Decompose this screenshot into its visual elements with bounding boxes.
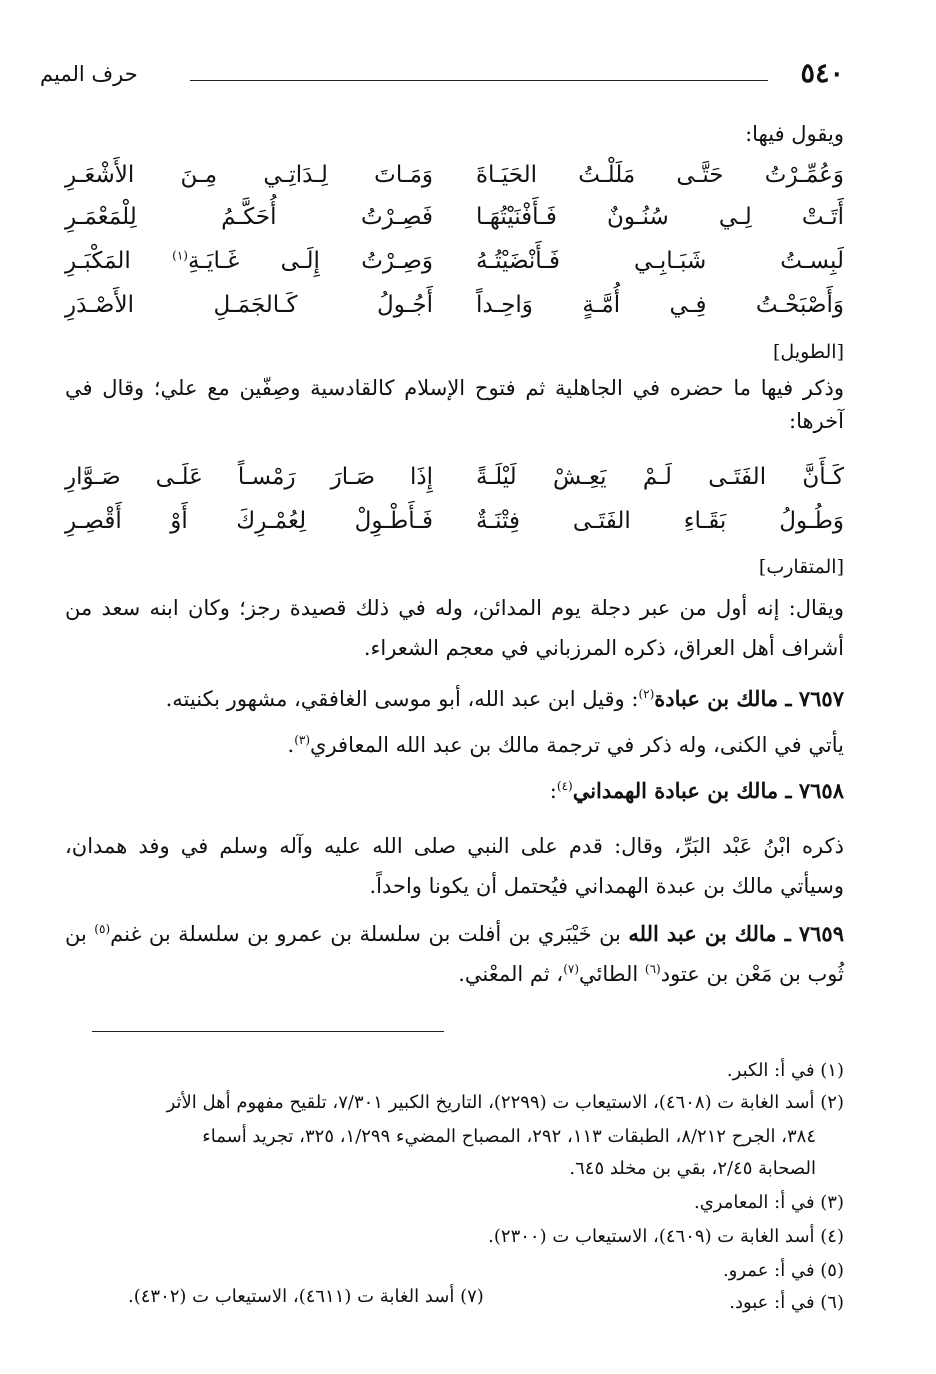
entry-heading: ٧٦٥٨ ـ مالك بن عبادة الهمداني [572,778,844,803]
footnote-marker: (٤) [556,779,573,793]
footnote-1: (١) في أ: الكبر. [726,1060,844,1081]
verse-line [65,248,844,288]
meter-label: [الطويل] [773,341,844,363]
verse-line [65,464,844,504]
verse-hemistich-left: فَصِـرْتُ أُحَكَّـمُ لِلْمَعْمَـرِ [65,204,433,230]
footnote-5: (٥) في أ: عمرو. [722,1260,844,1281]
verse-line [65,162,844,202]
entry-heading: ٧٦٥٩ ـ مالك بن عبد الله [628,921,844,946]
verse-line [65,204,844,244]
footnote-3: (٣) في أ: المعامري. [693,1192,844,1213]
footnote-marker: (٢) [638,687,655,701]
page-header [40,58,844,92]
entry-text: . [287,733,295,757]
footnote-marker: (١) [172,248,188,263]
entry-text: بن خَيْبَري بن أفلت بن سلسلة بن عمرو بن سلسلة بن غنم [110,922,629,946]
entry-7659 [65,914,844,994]
footnote-2: (٢) أسد الغابة ت (٤٦٠٨)، الاستيعاب ت (٢٢٩٩)، التاريخ الكبير ٧/٣٠١، تلقيح مفهوم أهل الأثر [166,1092,844,1113]
verse-text: المَكْبَـرِ [65,248,173,274]
entry-text: : [549,779,557,803]
running-title: حرف الميم [40,62,138,86]
paragraph: وذكر فيها ما حضره في الجاهلية ثم فتوح الإسلام كالقادسية وصِفّين مع علي؛ وقال في آخرها: [65,376,844,433]
footnote-separator [92,1031,444,1032]
footnote-marker: (٥) [94,922,111,936]
entry-7657 [65,680,844,718]
footnote-marker: (٧) [563,962,580,976]
entry-7657-note [65,726,844,764]
verse-hemistich-left [65,248,433,274]
entry-7658-body: ذكره ابْنُ عَبْد البَرِّ، وقال: قدم على النبي صلى الله عليه وآله وسلم في وفد همدان، وسيأتي مالك بن عبدة الهمداني فيُحتمل أن يكونا واحداً. [65,834,844,898]
verse-text: وَصِـرْتُ إِلَـى غَـايَـةِ [187,248,433,274]
meter-label: [المتقارب] [758,556,844,578]
verse-hemistich-right: لَبِسـتُ شَبَـابِـي فَـأَنْضَيْتُـهُ [476,248,844,274]
verse-hemistich-right: أَتَـتْ لِـي سُنُـونٌ فَـأَفْنَيْتُهَـا [476,204,844,230]
page-number: ٥٤٠ [800,58,844,89]
verse-hemistich-left: وَمَـاتَ لِـدَاتِـي مِـنَ الأَشْعَـرِ [65,162,433,188]
intro-line: ويقول فيها: [745,122,844,146]
footnote-4: (٤) أسد الغابة ت (٤٦٠٩)، الاستيعاب ت (٢٣٠٠). [488,1226,844,1247]
footnote-marker: (٣) [294,733,311,747]
footnote-7: (٧) أسد الغابة ت (٤٦١١)، الاستيعاب ت (٤٣٠٢). [128,1286,484,1307]
entry-text: يأتي في الكنى، وله ذكر في ترجمة مالك بن عبد الله المعافري [310,733,844,757]
footnote-marker: (٦) [644,962,661,976]
entry-text: بن ثُوب بن مَعْن بن عتود [65,922,844,986]
footnote-2-cont: ٣٨٤، الجرح ٨/٢١٢، الطبقات ١١٣، ٢٩٢، المصباح المضيء ١/٢٩٩، ٣٢٥، تجريد أسماء [202,1126,816,1147]
entry-text: : وقيل ابن عبد الله، أبو موسى الغافقي، مشهور بكنيته. [165,687,639,711]
footnote-6: (٦) في أ: عبود. [729,1292,844,1313]
verse-hemistich-right: وَأَصْبَحْـتُ فِـي أُمَّـةٍ وَاحِـداً [476,292,844,318]
verse-hemistich-left: أَجُـولُ كَـالجَمَـلِ الأَصْـدَرِ [65,292,433,318]
paragraph: ويقال: إنه أول من عبر دجلة يوم المدائن، وله في ذلك قصيدة رجز؛ وكان ابنه سعد من أشراف أهل العراق، ذكره المرزباني في معجم الشعراء. [65,596,844,660]
header-rule [190,80,768,81]
verse-hemistich-left: إِذَا صَـارَ رَمْسـاً عَلَـى صَـوَّارِ [65,464,433,490]
verse-hemistich-right: كَـأَنَّ الفَتَـى لَـمْ يَعِـشْ لَيْلَـةً [476,464,844,490]
verse-hemistich-right: وَطُـولُ بَقَـاءِ الفَتَـى فِتْنَـةٌ [476,508,844,534]
verse-hemistich-right: وَعُمِّـرْتُ حَتَّـى مَلَلْـتُ الحَيَـاةَ [476,162,844,188]
entry-text: الطائي [579,962,645,986]
verse-hemistich-left: فَـأَطْـوِلْ لِعُمْـرِكَ أَوْ أَقْصِـرِ [65,508,433,534]
entry-text: ، ثم المعْني. [458,962,564,986]
entry-7658 [65,772,844,810]
footnote-2-cont: الصحابة ٢/٤٥، بقي بن مخلد ٦٤٥. [569,1158,816,1179]
entry-heading: ٧٦٥٧ ـ مالك بن عبادة [654,686,844,711]
verse-line [65,292,844,332]
verse-line [65,508,844,548]
